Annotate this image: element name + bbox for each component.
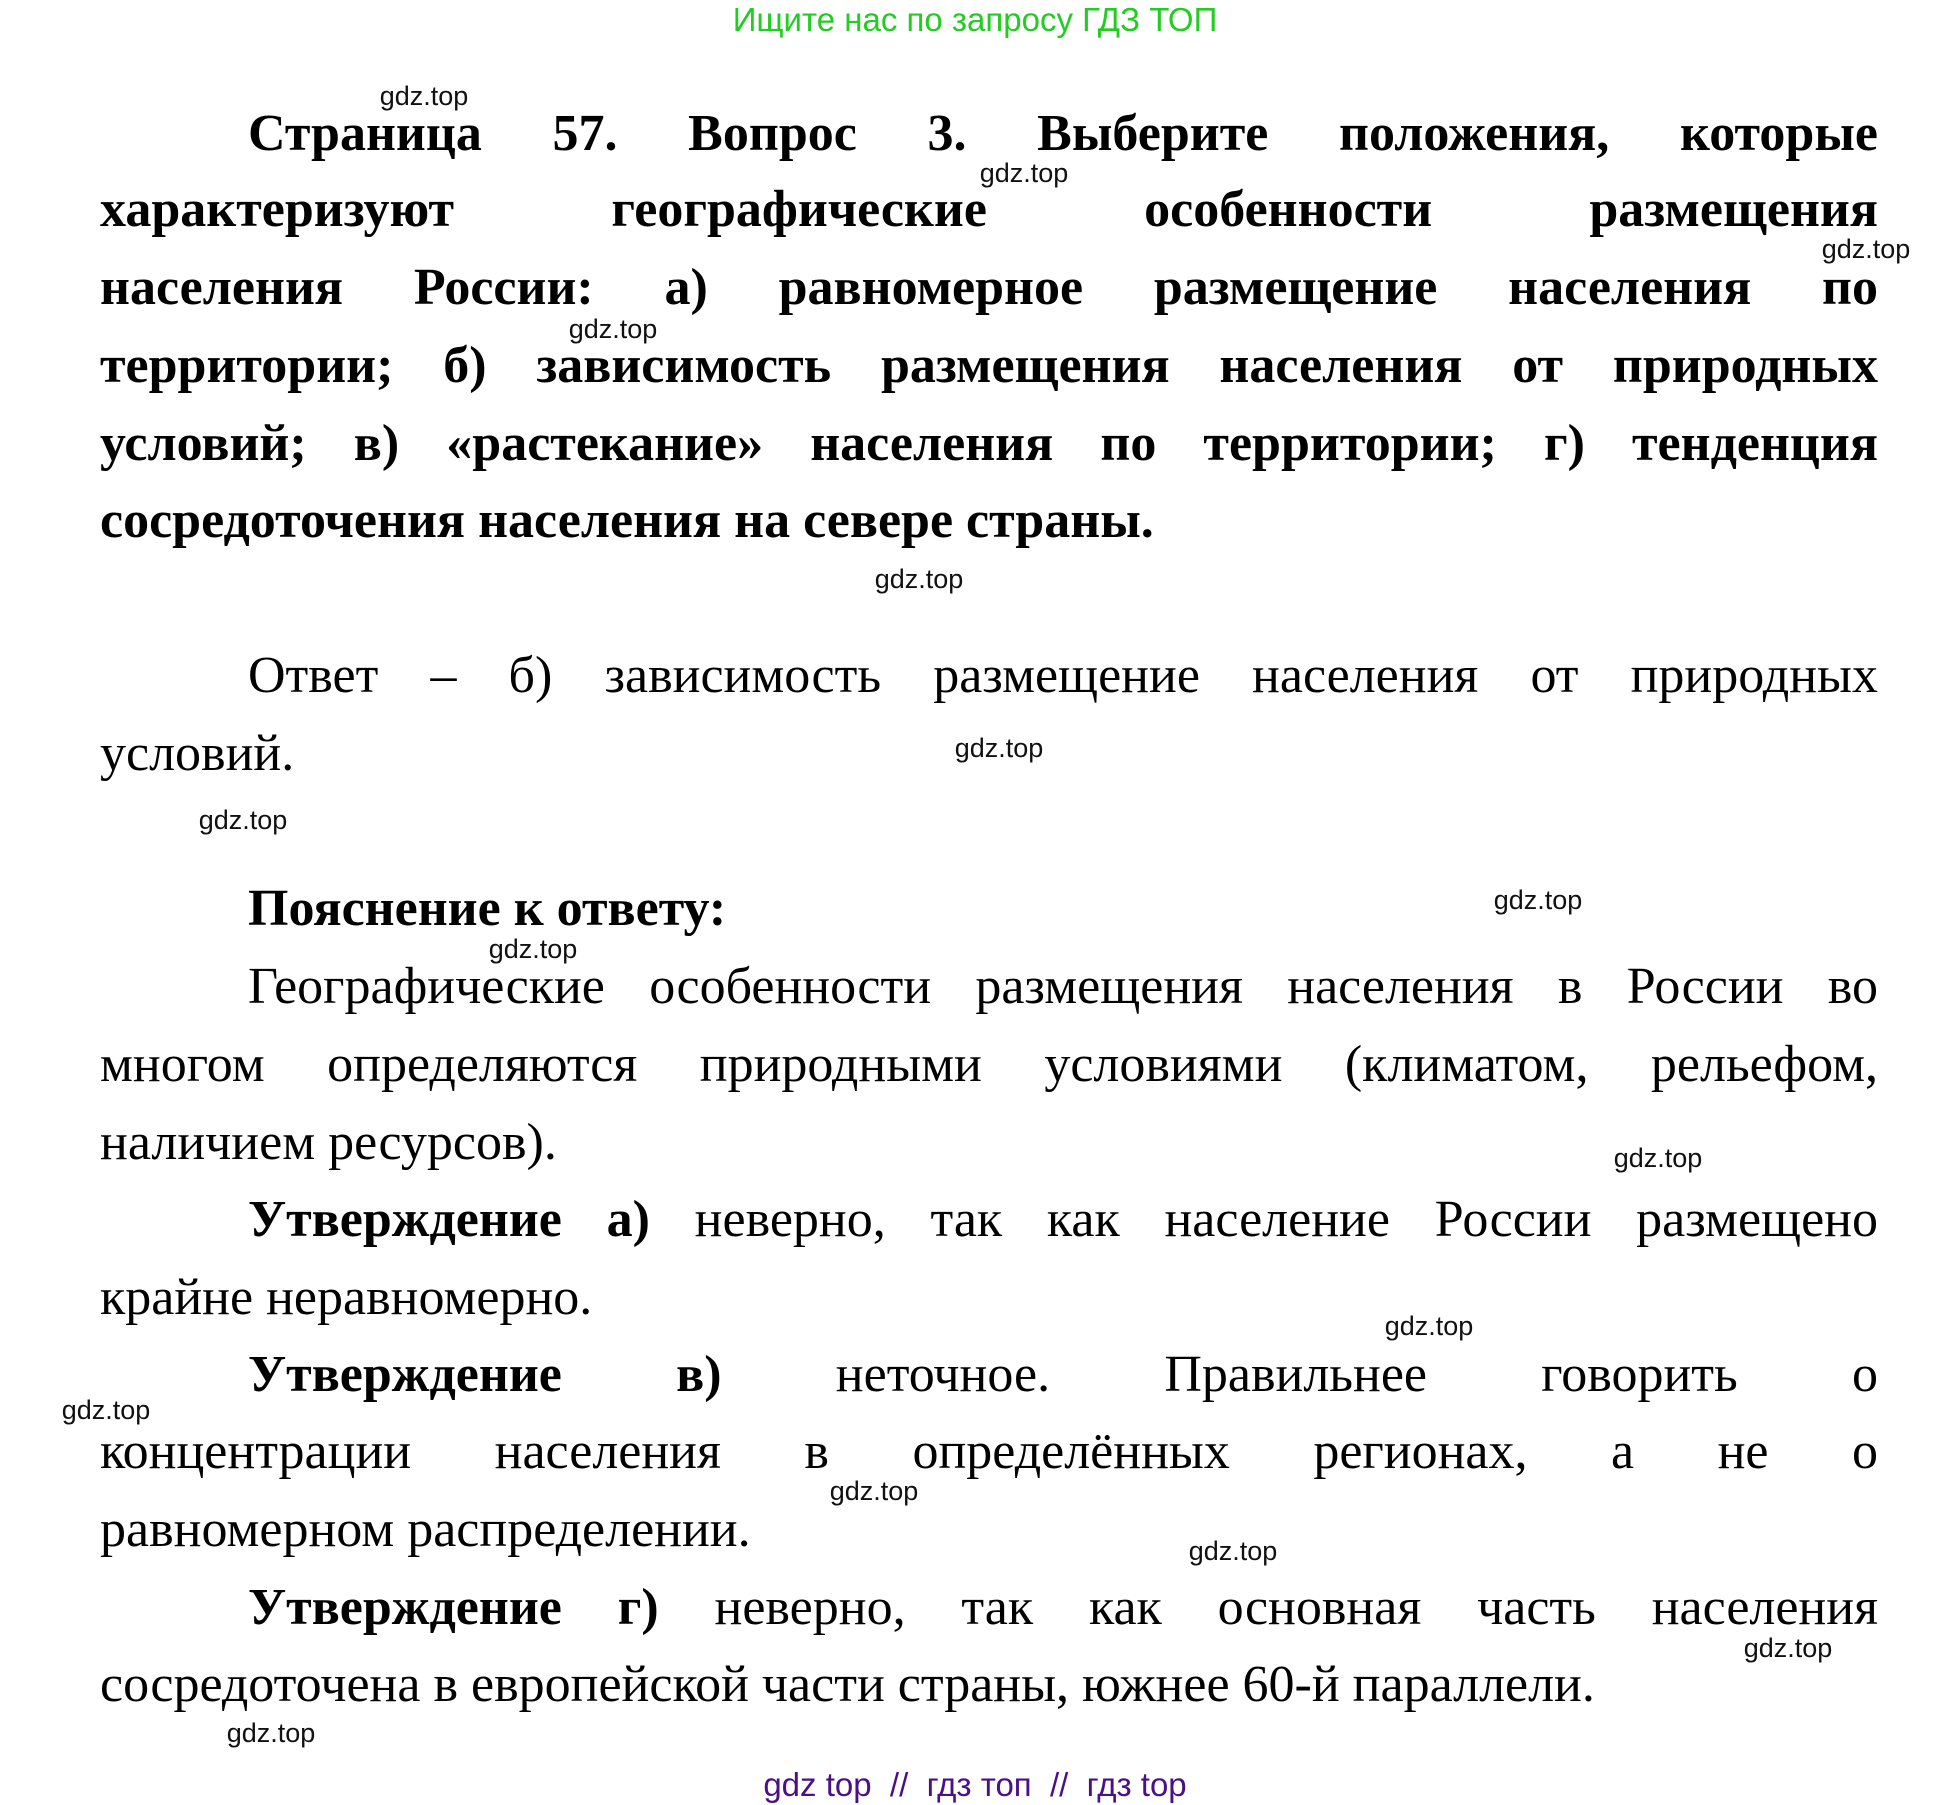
text-line <box>100 1646 1878 1724</box>
bold-text: Страница 57. Вопрос 3. Выберите положения, которые <box>248 105 1878 162</box>
bold-text: Утверждение г) <box>248 1579 659 1636</box>
body-text: неверно, так как население России размещено <box>649 1191 1878 1248</box>
watermark: gdz.top <box>1821 234 1911 264</box>
body-text: многом определяются природными условиями (климатом, рельефом, <box>100 1036 1878 1093</box>
body-text: неверно, так как основная часть населения <box>658 1579 1879 1636</box>
watermark: gdz.top <box>1613 1143 1703 1173</box>
bold-text: населения России: а) равномерное размещение населения по <box>100 259 1878 316</box>
watermark: gdz.top <box>1743 1633 1833 1663</box>
bold-text: характеризуют географические особенности размещения <box>100 181 1878 238</box>
search-hint-header: Ищите нас по запросу ГДЗ ТОП <box>732 1 1218 38</box>
watermark: gdz.top <box>1384 1311 1474 1341</box>
watermark: gdz.top <box>1493 885 1583 915</box>
watermark: gdz.top <box>198 805 288 835</box>
body-text: неточное. Правильнее говорить о <box>835 1346 1878 1403</box>
text-line <box>100 1259 1878 1337</box>
text-line <box>100 1104 1878 1182</box>
body-text: концентрации населения в определённых регионах, а не о <box>100 1423 1878 1480</box>
text-line <box>100 1026 1878 1104</box>
text-line <box>100 249 1878 327</box>
body-text: сосредоточена в европейской части страны, южнее 60-й параллели. <box>100 1656 1595 1713</box>
watermark: gdz.top <box>226 1718 316 1748</box>
text-line <box>248 637 1878 715</box>
bold-text: Утверждение а) <box>248 1191 650 1248</box>
watermark: gdz.top <box>488 934 578 964</box>
bold-text: условий; в) «растекание» населения по территории; г) тенденция <box>100 415 1878 472</box>
body-text: равномерном распределении. <box>100 1501 751 1558</box>
watermark: gdz.top <box>874 564 964 594</box>
watermark: gdz.top <box>829 1476 919 1506</box>
text-line <box>248 1336 1878 1414</box>
bold-text: сосредоточения населения на севере страны. <box>100 492 1154 549</box>
text-line <box>100 327 1878 405</box>
body-text: наличием ресурсов). <box>100 1114 557 1171</box>
text-line <box>100 482 1878 560</box>
bold-text: территории; б) зависимость размещения населения от природных <box>100 337 1878 394</box>
watermark: gdz.top <box>379 81 469 111</box>
watermark: gdz.top <box>979 158 1069 188</box>
bold-text: Утверждение в) <box>248 1346 836 1403</box>
watermark: gdz.top <box>954 733 1044 763</box>
footer-watermark: gdz top // гдз топ // гдз top <box>763 1766 1187 1803</box>
text-line <box>100 1413 1878 1491</box>
text-line <box>100 405 1878 483</box>
bold-text: Пояснение к ответу: <box>248 880 727 937</box>
text-line <box>248 1181 1878 1259</box>
watermark: gdz.top <box>1188 1536 1278 1566</box>
body-text: условий. <box>100 725 295 782</box>
body-text: Географические особенности размещения населения в России во <box>248 958 1878 1015</box>
text-line <box>248 1569 1878 1647</box>
text-line <box>100 1491 1878 1569</box>
body-text: Ответ – б) зависимость размещение населения от природных <box>248 647 1878 704</box>
watermark: gdz.top <box>61 1395 151 1425</box>
watermark: gdz.top <box>568 314 658 344</box>
body-text: крайне неравномерно. <box>100 1269 593 1326</box>
